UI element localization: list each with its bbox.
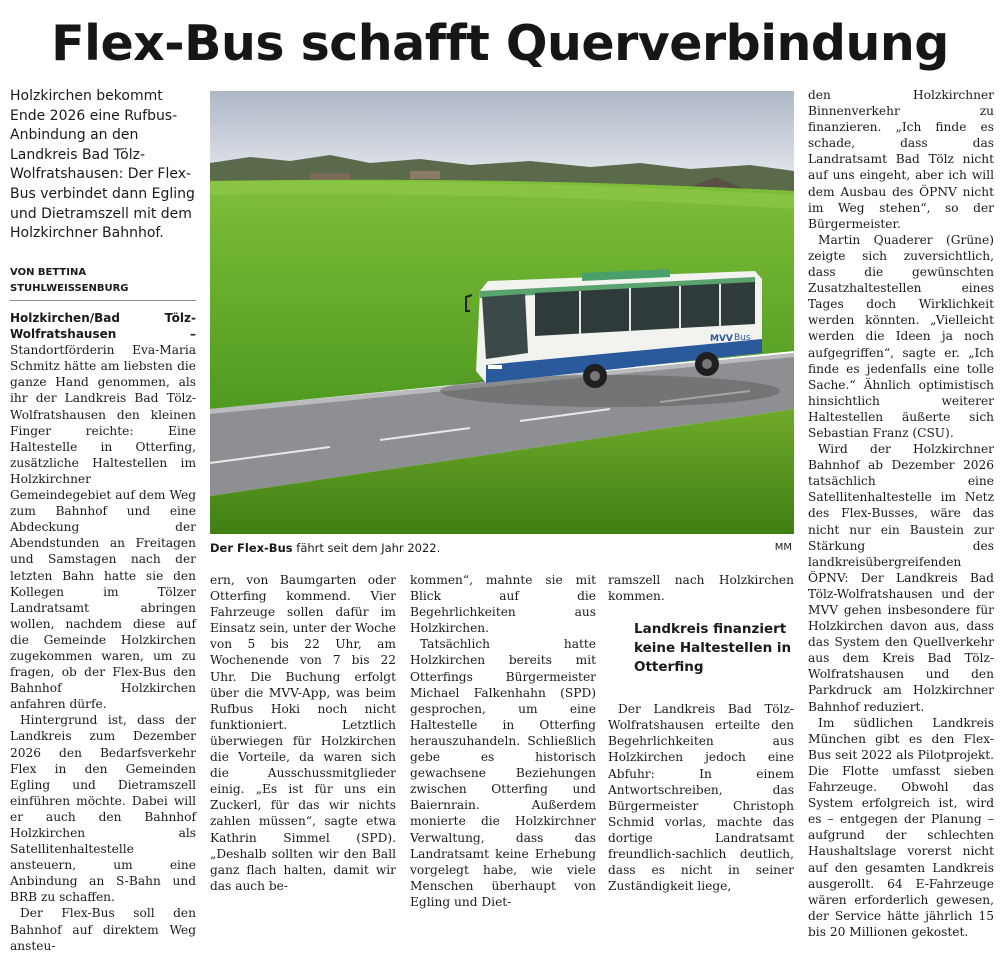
bus-brand-text-2: Bus	[734, 333, 751, 343]
bus-brand-text: MVV	[710, 334, 733, 344]
paragraph: Hintergrund ist, dass der Landkreis zum Dezember 2026 den Bedarfsverkehr Flex in den Gemeinden Egling und Dietramszell einführen möchte. Dabei will er auch den Bahnhof Holzkirchen als Satellitenhaltestelle ansteuern, um eine Anbindung an S-Bahn und BRB zu schaffen.	[10, 713, 196, 905]
paragraph: Tatsächlich hatte Holzkirchen bereits mit Otterfings Bürgermeister Michael Falkenhahn (SPD) gesprochen, um eine Haltestelle in Otterfing herauszuhandeln. Schließlich gebe es historisch gewachsene Beziehungen zwischen Otterfing und Baiernrain. Außerdem monierte die Holzkirchner Verwaltung, dass das Landratsamt keine Erhebung vorgelegt habe, wie viele Menschen überhaupt von Egling und Diet-	[410, 637, 596, 909]
paragraph: Im südlichen Landkreis München gibt es den Flex-Bus seit 2022 als Pilotprojekt. Die Flotte umfasst sieben Fahrzeuge. Obwohl das System erfolgreich ist, wird es – entgegen der Planung – aufgrund der schlechten Haushaltslage vorerst nicht auf den gesamten Landkreis ausgerollt. 64 E-Fahrzeuge wären erforderlich gewesen, der Service hätte jährlich 15 bis 20 Millionen gekostet.	[808, 715, 994, 939]
paragraph-text: Standortförderin Eva-Maria Schmitz hätte am liebsten die ganze Hand genommen, als ihr der Landkreis Bad Tölz-Wolfratshausen den kleinen Finger reichte: Eine Haltestelle in Otterfing, zusätzliche Haltestellen im Holzkirchner Gemeindegebiet auf dem Weg zum Bahnhof und eine Abdeckung der Abendstunden an Freitagen und Samstagen nach der letzten Bahn hatte sie den Kollegen im Tölzer Landratsamt abringen wollen, nachdem diese auf die Gemeinde Holzkirchen zugekommen waren, um zu fragen, ob der Flex-Bus den Bahnhof Holzkirchen anfahren dürfe.	[10, 343, 196, 712]
paragraph: ern, von Baumgarten oder Otterfing kommend. Vier Fahrzeuge sollen dafür im Einsatz sein, unter der Woche von 5 bis 22 Uhr, am Wochenende von 7 bis 22 Uhr. Die Buchung erfolgt über die MVV-App, was beim Rufbus Hoki noch nicht funktioniert. Letztlich überwiegen für Holzkirchen die Vorteile, da waren sich die Ausschussmitglieder einig. „Es ist für uns ein Zuckerl, für das wir nichts zahlen müssen“, sagte etwa Kathrin Simmel (SPD). „Deshalb sollten wir den Ball ganz flach halten, damit wir das auch be-	[210, 573, 396, 893]
headline: Flex-Bus schafft Querverbindung	[51, 15, 949, 72]
caption-bold: Der Flex-Bus	[210, 541, 293, 555]
column-4	[608, 572, 794, 894]
paragraph	[10, 310, 196, 712]
column-1	[10, 310, 196, 953]
caption-text: fährt seit dem Jahr 2022.	[296, 541, 441, 555]
paragraph: Wird der Holzkirchner Bahnhof ab Dezember 2026 tatsächlich eine Satellitenhaltestelle im Netz des Flex-Busses, wäre das nicht nur ein Baustein zur Stärkung des landkreisübergreifenden ÖPNV: Der Landkreis Bad Tölz-Wolfratshausen und der MVV gehen insbesondere für Holzkirchen davon aus, dass das System den Quellverkehr aus dem Kreis Bad Tölz-Wolfratshausen und den Parkdruck am Holzkirchner Bahnhof reduziert.	[808, 442, 994, 714]
photo-credit: MM	[774, 542, 792, 553]
byline: VON BETTINA STUHLWEISSENBURG	[10, 265, 196, 301]
lead-paragraph: Holzkirchen bekommt Ende 2026 eine Rufbus-Anbindung an den Landkreis Bad Tölz-Wolfratshausen: Der Flex-Bus verbindet dann Egling und Dietramszell mit dem Holzkirchner Bahnhof.	[10, 88, 195, 242]
subheading: Landkreis finanziert keine Haltestellen in Otterfing	[634, 621, 792, 676]
photo-caption	[210, 540, 794, 558]
paragraph: Der Landkreis Bad Tölz-Wolfratshausen erteilte den Begehrlichkeiten aus Holzkirchen jedoch eine Abfuhr: In einem Antwortschreiben, das Bürgermeister Christoph Schmid vorlas, machte das dortige Landratsamt freundlich-sachlich deutlich, dass es nicht in seiner Zuständigkeit liege,	[608, 702, 794, 894]
paragraph: Martin Quaderer (Grüne) zeigte sich zuversichtlich, dass die gewünschten Zusatzhaltestellen eines Tages doch Wirklichkeit werden könnten. „Vielleicht werden die Ideen ja noch aufgegriffen“, sagte er. „Ich finde es jedenfalls eine tolle Sache.“ Ähnlich optimistisch hinsichtlich weiterer Haltestellen äußerte sich Sebastian Franz (CSU).	[808, 232, 994, 440]
bus-photo-image	[210, 91, 794, 534]
paragraph: ramszell nach Holzkirchen kommen.	[608, 573, 794, 604]
paragraph: kommen“, mahnte sie mit Blick auf die Begehrlichkeiten aus Holzkirchen.	[410, 573, 596, 636]
column-5	[808, 87, 994, 939]
column-2	[210, 572, 396, 893]
dateline: Holzkirchen/Bad Tölz-Wolfratshausen –	[10, 311, 196, 342]
paragraph: den Holzkirchner Binnenverkehr zu finanzieren. „Ich finde es schade, dass das Landratsamt Bad Tölz nicht auf uns eingeht, aber ich will dem Ausbau des ÖPNV nicht im Weg stehen“, so der Bürgermeister.	[808, 88, 994, 231]
paragraph: Der Flex-Bus soll den Bahnhof auf direktem Weg ansteu-	[10, 906, 196, 953]
column-3	[410, 572, 596, 909]
bus-photo	[210, 91, 794, 534]
